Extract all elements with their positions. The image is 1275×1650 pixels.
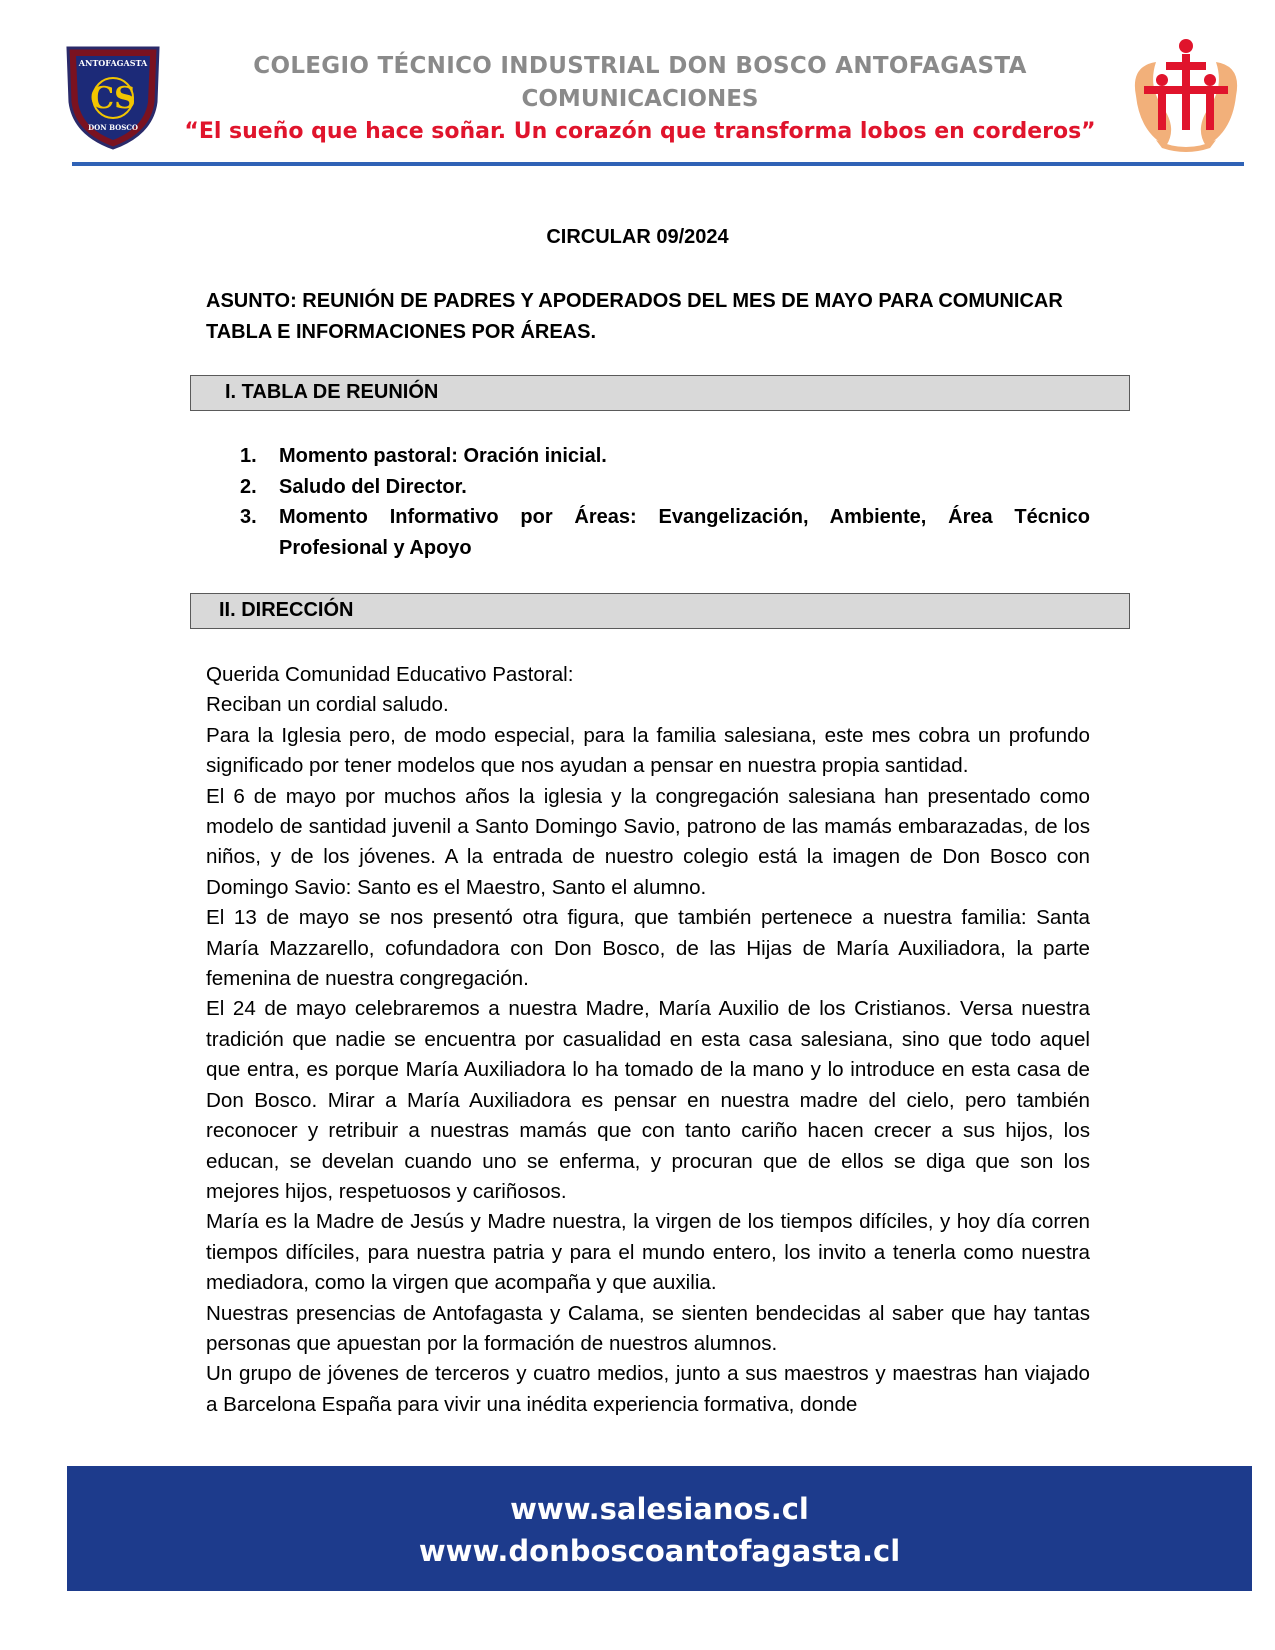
letter-paragraph: El 24 de mayo celebraremos a nuestra Madre, María Auxilio de los Cristianos. Versa nuestra tradición que nadie se encuentra por casualidad en esta casa salesiana, sino que todo aquel que entra, es porque María Auxiliadora lo ha tomado de la mano y lo introduce en esta casa de Don Bosco. Mirar a María Auxiliadora es pensar en nuestra madre del cielo, pero también reconocer y retribuir a nuestras mamás que con tanto cariño hacen crecer a sus hijos, los educan, se develan cuando uno se enferma, y procuran que de ellos se diga que son los mejores hijos, respetuosos y cariñosos. <box>206 997 1090 1203</box>
agenda-item-number: 1. <box>240 445 257 467</box>
footer-link-salesianos[interactable]: www.salesianos.cl <box>510 1492 809 1526</box>
school-name: COLEGIO TÉCNICO INDUSTRIAL DON BOSCO ANTOFAGASTA <box>253 53 1027 79</box>
salesian-family-logo <box>1126 36 1246 154</box>
letter-paragraph: El 13 de mayo se nos presentó otra figura, que también pertenece a nuestra familia: Santa María Mazzarello, cofundadora con Don Bosco, de las Hijas de María Auxiliadora, la parte femenina de nuestra congregación. <box>206 906 1090 991</box>
agenda-item <box>240 472 1090 503</box>
letter-salutation: Querida Comunidad Educativo Pastoral: <box>206 663 574 686</box>
header-divider <box>72 162 1244 166</box>
department-name: COMUNICACIONES <box>521 86 759 112</box>
school-motto: “El sueño que hace soñar. Un corazón que transforma lobos en corderos” <box>184 119 1096 144</box>
circular-title: CIRCULAR 09/2024 <box>546 226 729 248</box>
shield-monogram: CS <box>90 81 136 116</box>
letter-paragraph: El 6 de mayo por muchos años la iglesia y la congregación salesiana han presentado como modelo de santidad juvenil a Santo Domingo Savio, patrono de las mamás embarazadas, de los niños, y de los jóvenes. A la entrada de nuestro colegio está la imagen de Don Bosco con Domingo Savio: Santo es el Maestro, Santo el alumno. <box>206 784 1090 899</box>
shield-bottom-text: DON BOSCO <box>88 123 138 132</box>
letter-paragraph: Un grupo de jóvenes de terceros y cuatro medios, junto a sus maestros y maestras han viajado a Barcelona España para vivir una inédita experiencia formativa, donde <box>206 1362 1090 1416</box>
agenda-item <box>240 502 1090 563</box>
agenda-item-number: 2. <box>240 475 257 498</box>
circular-subject: ASUNTO: REUNIÓN DE PADRES Y APODERADOS DEL MES DE MAYO PARA COMUNICAR TABLA E INFORMACIONES POR ÁREAS. <box>206 290 1063 343</box>
agenda-item-text: Saludo del Director. <box>279 475 467 498</box>
agenda-item-text: Momento Informativo por Áreas: Evangelización, Ambiente, Área Técnico Profesional y Apoyo <box>279 506 1090 559</box>
page-footer <box>67 1466 1252 1591</box>
agenda-item <box>240 441 1090 472</box>
letter-paragraph: Nuestras presencias de Antofagasta y Calama, se sienten bendecidas al saber que hay tantas personas que apuestan por la formación de nuestros alumnos. <box>206 1301 1090 1355</box>
header-text-block <box>180 50 1100 148</box>
agenda-list <box>240 441 1090 563</box>
direccion-letter <box>206 660 1090 1420</box>
school-shield-logo <box>64 42 162 152</box>
letter-greeting: Reciban un cordial saludo. <box>206 693 449 717</box>
section-heading-direccion: II. DIRECCIÓN <box>190 593 1130 629</box>
page-header <box>0 0 1275 170</box>
letter-paragraph: Para la Iglesia pero, de modo especial, para la familia salesiana, este mes cobra un profundo significado por tener modelos que nos ayudan a pensar en nuestra propia santidad. <box>206 723 1090 778</box>
shield-top-text: ANTOFAGASTA <box>78 58 148 68</box>
section-heading-tabla: I. TABLA DE REUNIÓN <box>190 375 1130 411</box>
agenda-item-number: 3. <box>240 506 257 528</box>
footer-link-donbosco[interactable]: www.donboscoantofagasta.cl <box>418 1534 901 1568</box>
letter-paragraph: María es la Madre de Jesús y Madre nuestra, la virgen de los tiempos difíciles, y hoy día corren tiempos difíciles, para nuestra patria y para el mundo entero, los invito a tenerla como nuestra mediadora, como la virgen que acompaña y que auxilia. <box>206 1210 1090 1295</box>
agenda-item-text: Momento pastoral: Oración inicial. <box>279 445 607 467</box>
